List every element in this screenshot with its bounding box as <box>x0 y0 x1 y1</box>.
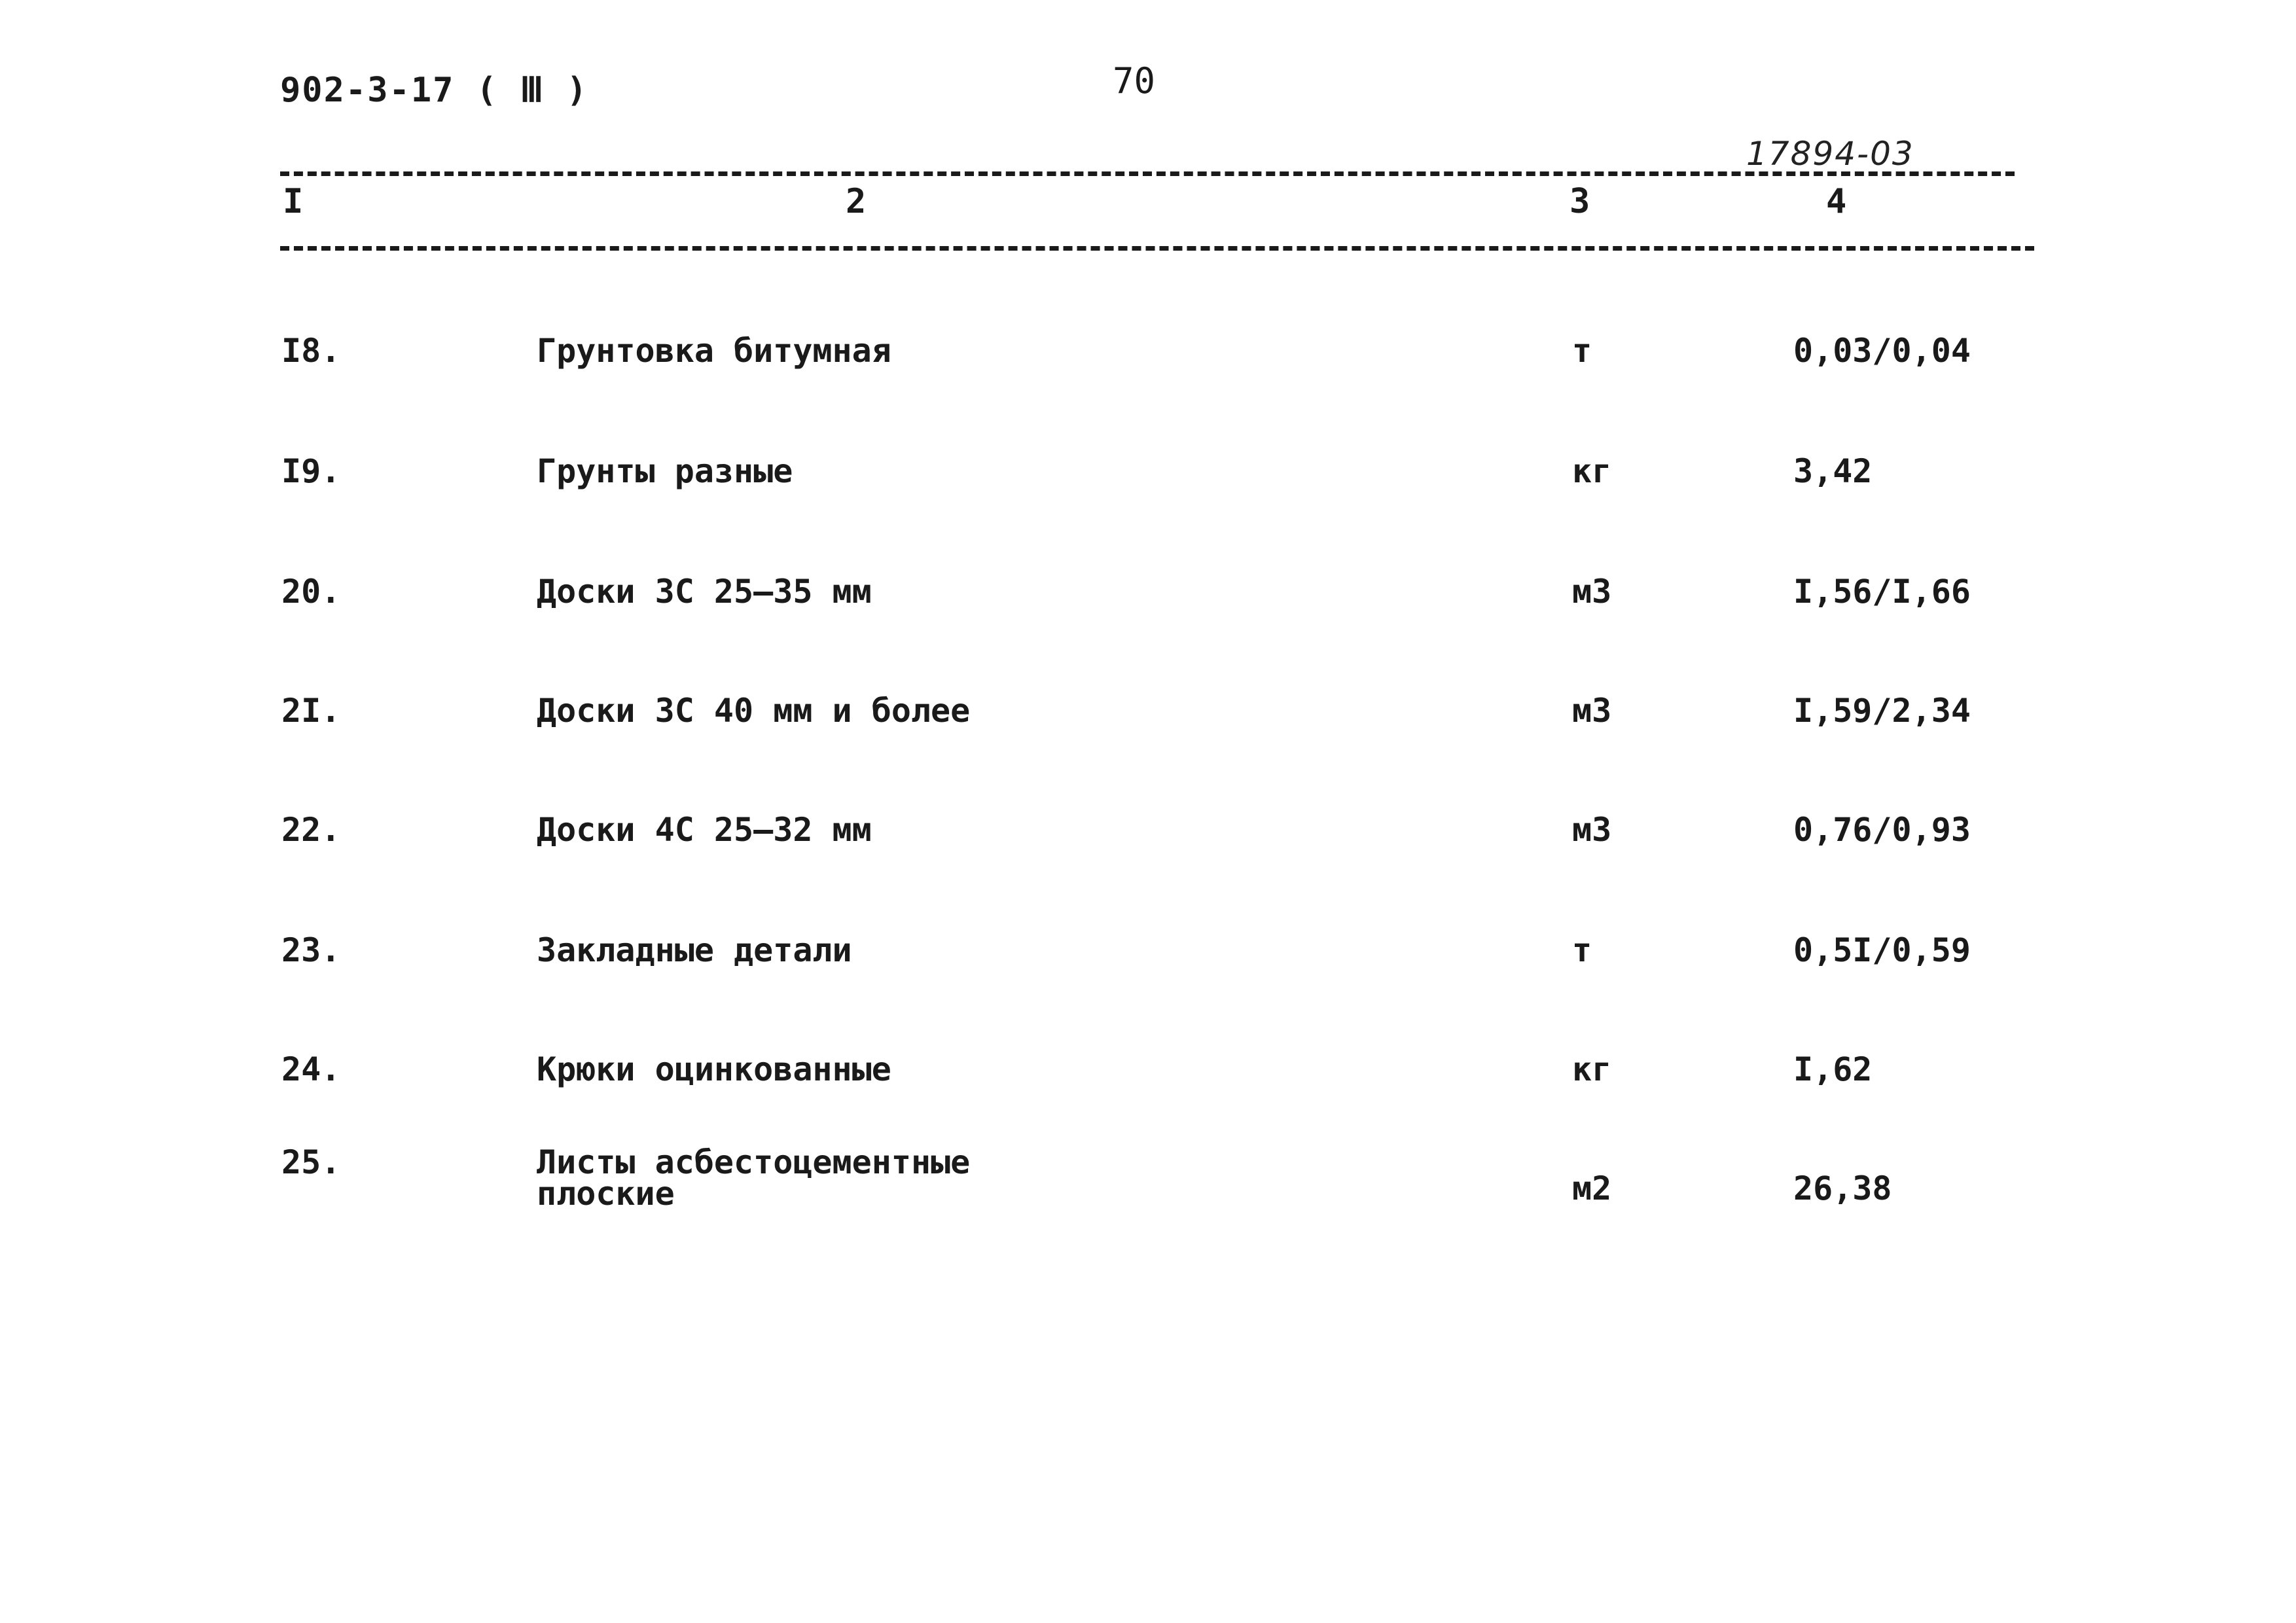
row-number: 25. <box>281 1143 341 1181</box>
material-name: Закладные детали <box>537 931 852 969</box>
unit: м3 <box>1572 811 1612 849</box>
material-name: Доски 3С 40 мм и более <box>537 692 971 730</box>
table-row <box>0 452 2296 508</box>
row-number: 20. <box>281 573 341 611</box>
row-number: I8. <box>281 332 341 370</box>
unit: м3 <box>1572 692 1612 730</box>
material-name: Грунтовка битумная <box>537 332 891 370</box>
column-header-2: 2 <box>846 182 867 221</box>
table-row <box>0 1050 2296 1106</box>
quantity-value: 0,76/0,93 <box>1793 811 1971 849</box>
material-name: Крюки оцинкованные <box>537 1050 891 1088</box>
material-name <box>537 1143 971 1213</box>
quantity-value: 3,42 <box>1793 452 1873 490</box>
quantity-value: I,62 <box>1793 1050 1873 1088</box>
table-row <box>0 1143 2296 1232</box>
quantity-value: 0,5I/0,59 <box>1793 931 1971 969</box>
table-top-divider <box>280 171 2015 176</box>
row-number: 2I. <box>281 692 341 730</box>
unit: м3 <box>1572 573 1612 611</box>
quantity-value: I,59/2,34 <box>1793 692 1971 730</box>
material-name: Доски 4С 25–32 мм <box>537 811 872 849</box>
table-row <box>0 692 2296 747</box>
quantity-value: I,56/I,66 <box>1793 573 1971 611</box>
table-header-divider <box>280 246 2034 251</box>
material-name-line-2: плоские <box>537 1175 675 1213</box>
table-row <box>0 573 2296 628</box>
table-row <box>0 332 2296 387</box>
unit: т <box>1572 931 1592 969</box>
row-number: 22. <box>281 811 341 849</box>
unit: м2 <box>1572 1169 1612 1207</box>
material-name-line-1: Листы асбестоцементные <box>537 1143 971 1181</box>
row-number: 24. <box>281 1050 341 1088</box>
column-header-4: 4 <box>1826 182 1847 221</box>
column-header-1: I <box>283 182 304 221</box>
handwritten-inventory-number: 17894-03 <box>1746 135 1914 173</box>
quantity-value: 0,03/0,04 <box>1793 332 1971 370</box>
material-name: Доски 3С 25–35 мм <box>537 573 872 611</box>
unit: т <box>1572 332 1592 370</box>
unit: кг <box>1572 452 1612 490</box>
column-header-3: 3 <box>1570 182 1590 221</box>
quantity-value: 26,38 <box>1793 1169 1892 1207</box>
row-number: I9. <box>281 452 341 490</box>
row-number: 23. <box>281 931 341 969</box>
material-name: Грунты разные <box>537 452 793 490</box>
document-code: 902-3-17 ( Ⅲ ) <box>280 71 588 110</box>
page-number: 70 <box>1113 60 1156 101</box>
unit: кг <box>1572 1050 1612 1088</box>
table-row <box>0 931 2296 987</box>
table-row <box>0 811 2296 866</box>
